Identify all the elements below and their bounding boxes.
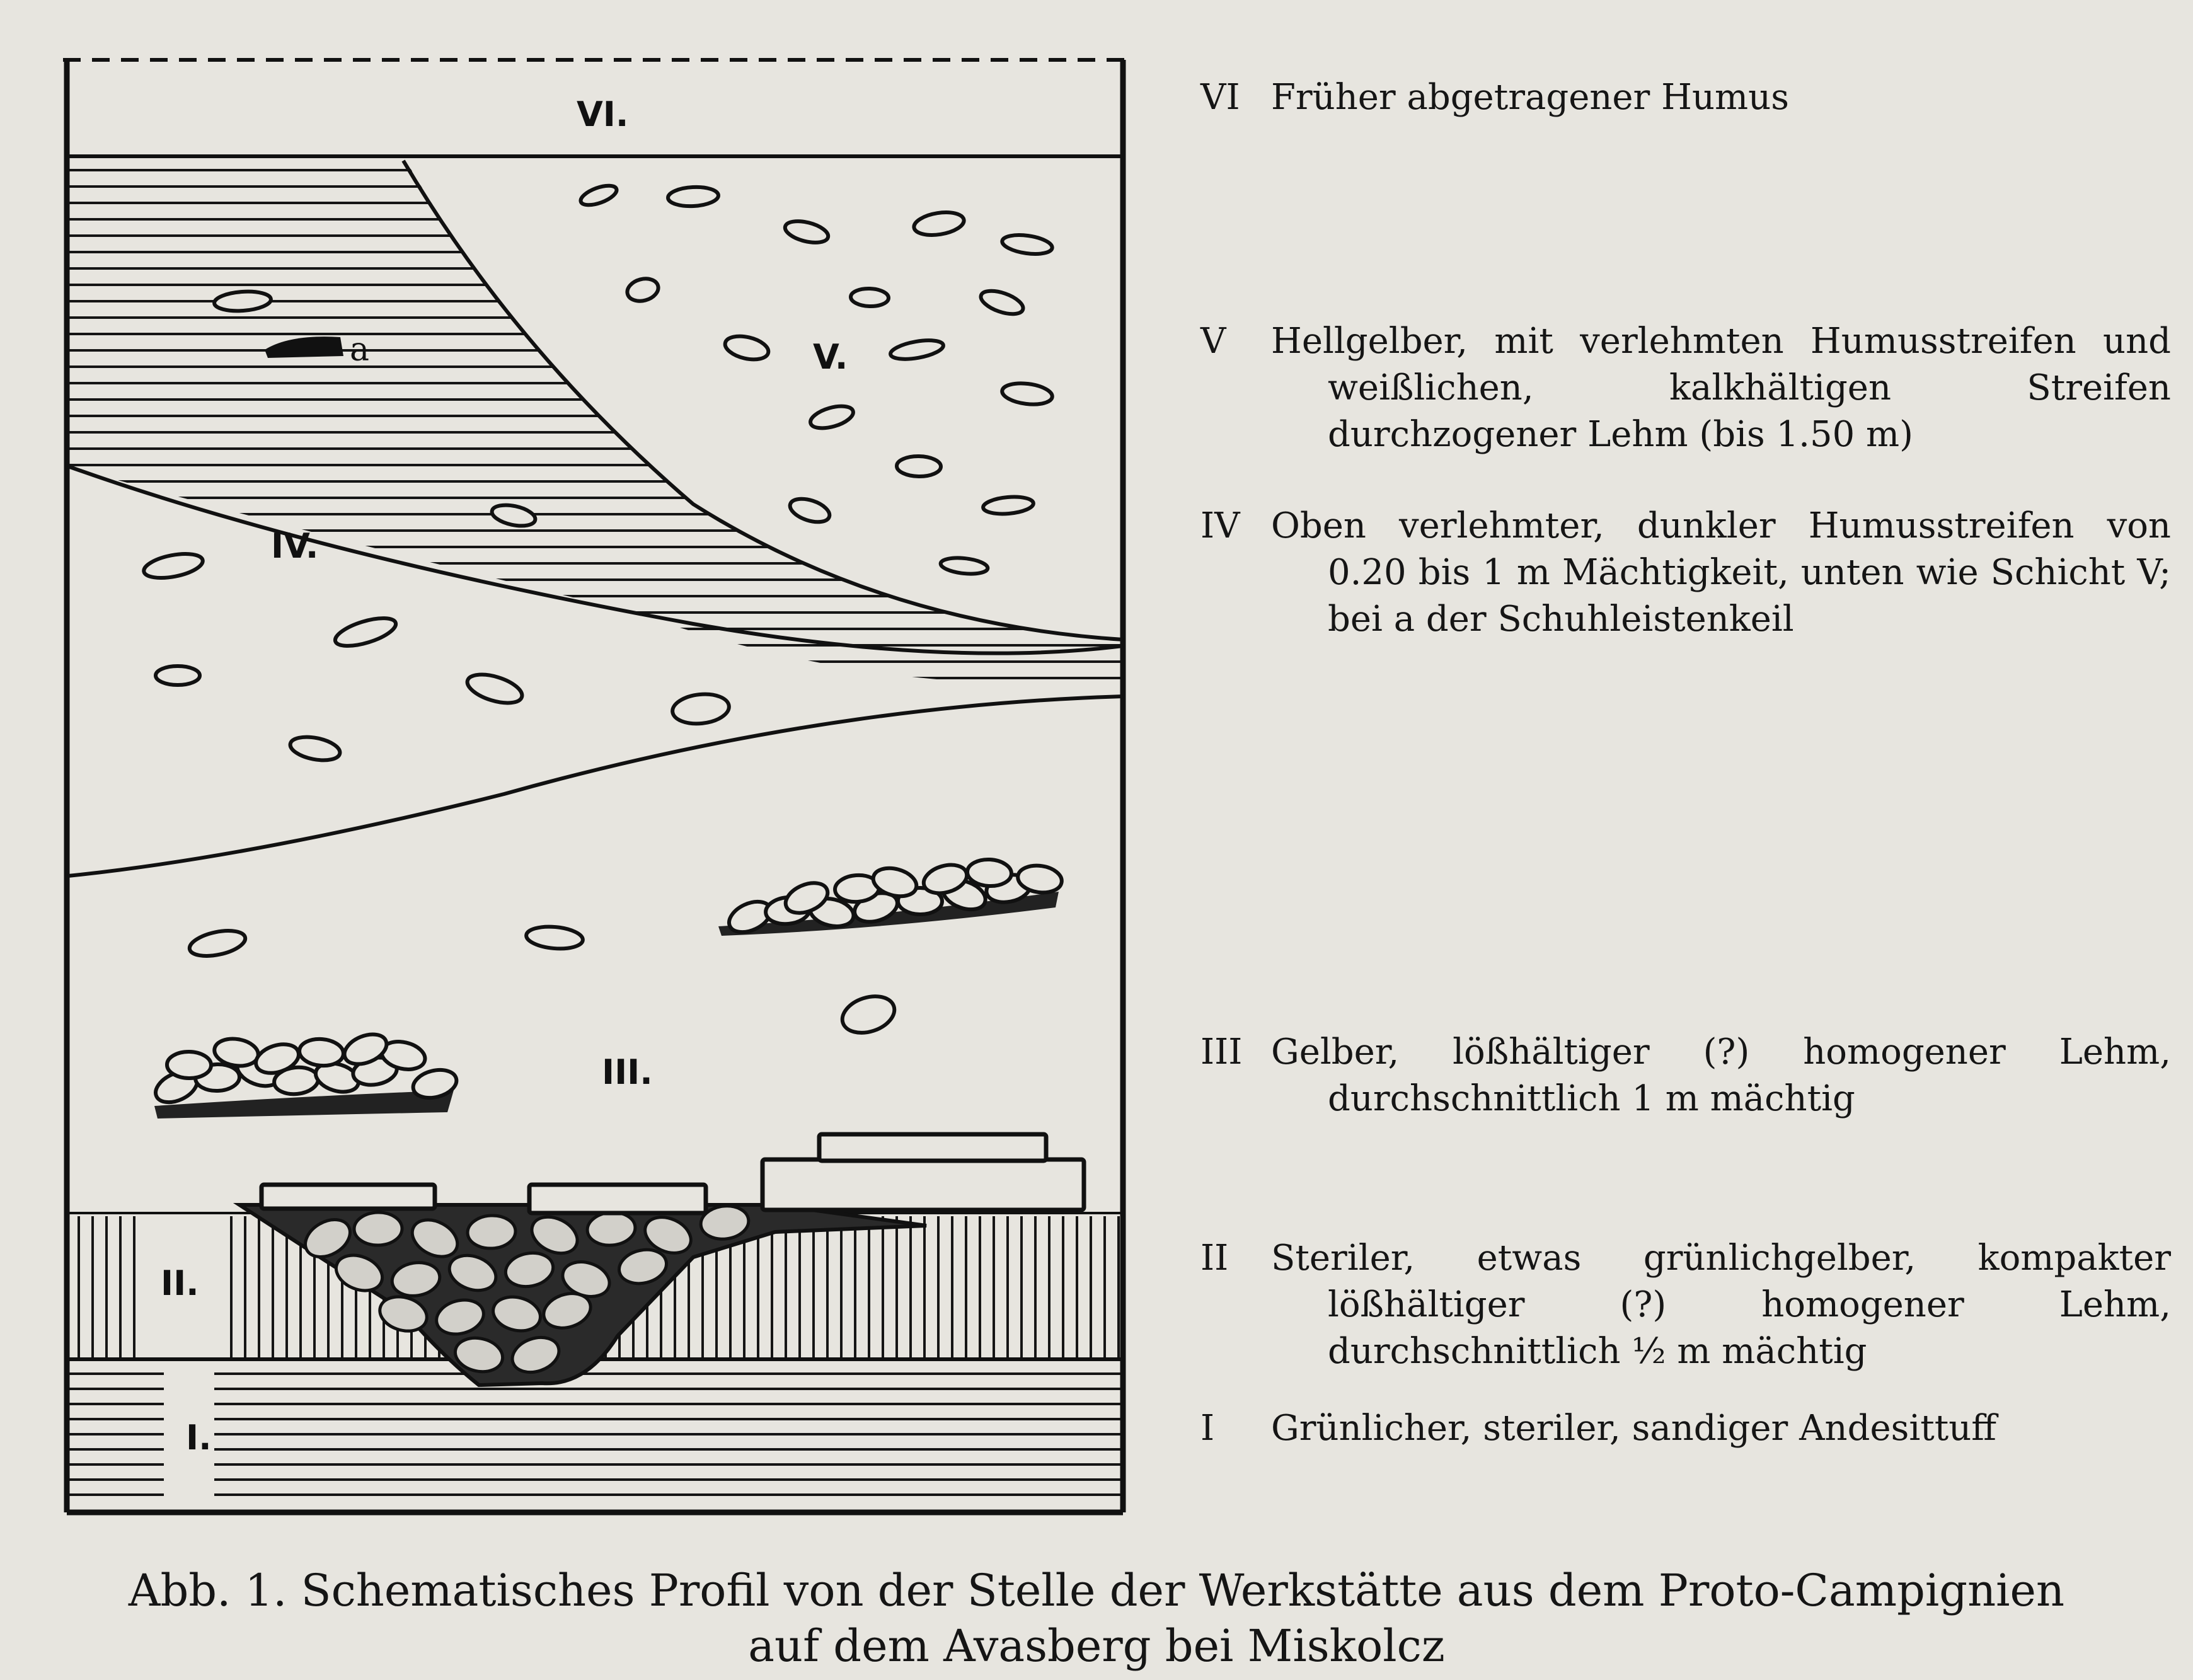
legend-number: I bbox=[1200, 1408, 1215, 1449]
pebble bbox=[808, 402, 856, 432]
pebble bbox=[783, 217, 830, 246]
pebble bbox=[490, 502, 538, 529]
pebble bbox=[156, 666, 200, 685]
pebble bbox=[625, 275, 660, 304]
pebble bbox=[578, 181, 619, 209]
layer-label-iii: III. bbox=[602, 1052, 653, 1092]
figure-caption bbox=[38, 1563, 2155, 1674]
layer-label-v: V. bbox=[813, 337, 848, 377]
pebble bbox=[889, 337, 945, 362]
legend-item-iv bbox=[1200, 503, 2171, 643]
pebble bbox=[142, 549, 205, 582]
pebble bbox=[940, 556, 988, 576]
layer-label-vi: VI. bbox=[577, 95, 629, 134]
caption-line-1: Abb. 1. Schematisches Profil von der Stelle der Werkstätte aus dem Proto-Campignien bbox=[128, 1565, 2065, 1616]
layer-iv-hatching bbox=[68, 170, 1122, 678]
pebble bbox=[288, 734, 342, 764]
pebble bbox=[332, 613, 399, 652]
legend-text: Hellgelber, mit verlehmten Humusstreifen und weißlichen, kalkhältigen Streifen durchzogener Lehm (bis 1.50 m) bbox=[1271, 321, 2171, 455]
pebble bbox=[723, 333, 771, 364]
pebble bbox=[167, 1051, 212, 1078]
legend-text: Gelber, lößhältiger (?) homogener Lehm, durchschnittlich 1 m mächtig bbox=[1271, 1032, 2171, 1119]
caption-line-2: auf dem Avasberg bei Miskolcz bbox=[748, 1620, 1445, 1672]
stone-cluster-right bbox=[718, 858, 1064, 938]
pebble bbox=[912, 209, 965, 238]
pebble bbox=[837, 990, 899, 1039]
legend-number: VI bbox=[1200, 77, 1240, 118]
marker-a-label: a bbox=[350, 331, 370, 369]
pebble bbox=[1001, 233, 1053, 257]
pebble bbox=[787, 495, 832, 527]
layer-label-i: I. bbox=[186, 1418, 212, 1458]
pebble bbox=[671, 691, 730, 726]
pebble bbox=[298, 1037, 344, 1067]
legend-text: Grünlicher, steriler, sandiger Andesittuff bbox=[1271, 1408, 1997, 1449]
legend-number: V bbox=[1200, 321, 1226, 362]
pit-stone bbox=[354, 1212, 403, 1245]
legend-text: Steriler, etwas grünlichgelber, kompakter lößhältiger (?) homogener Lehm, durchschnittlich ½ m mächtig bbox=[1271, 1238, 2171, 1372]
pebble bbox=[187, 926, 248, 960]
pebble bbox=[851, 288, 889, 307]
pebble bbox=[982, 495, 1034, 516]
pebble bbox=[667, 186, 718, 207]
legend-item-iii bbox=[1200, 1029, 2171, 1122]
legend-number: III bbox=[1200, 1032, 1243, 1073]
legend-item-vi bbox=[1200, 74, 2171, 121]
shoe-last-wedge-marker bbox=[265, 337, 343, 358]
pebble bbox=[214, 290, 272, 313]
layer-iv-base-curve bbox=[68, 696, 1123, 876]
legend-text: Früher abgetragener Humus bbox=[1271, 77, 1789, 118]
slab-blocks bbox=[262, 1134, 1084, 1213]
pebble bbox=[410, 1066, 459, 1102]
legend-item-i bbox=[1200, 1405, 2171, 1452]
pebble bbox=[978, 286, 1026, 318]
pebble bbox=[967, 858, 1012, 887]
layer-label-ii: II. bbox=[161, 1263, 199, 1303]
legend-number: IV bbox=[1200, 505, 1240, 546]
pebble bbox=[897, 456, 941, 476]
legend-item-ii bbox=[1200, 1235, 2171, 1375]
pit-stone bbox=[467, 1214, 517, 1250]
legend-number: II bbox=[1200, 1238, 1229, 1279]
layer-label-iv: IV. bbox=[271, 526, 319, 566]
layer-i-hatching bbox=[68, 1374, 1122, 1495]
pebble bbox=[464, 669, 525, 709]
pebble bbox=[1001, 381, 1053, 407]
legend-item-v bbox=[1200, 318, 2171, 458]
legend-text: Oben verlehmter, dunkler Humusstreifen von 0.20 bis 1 m Mächtigkeit, unten wie Schicht V; bei a der Schuhleistenkeil bbox=[1271, 505, 2171, 640]
pebble bbox=[526, 924, 584, 951]
stone-cluster-left bbox=[151, 1028, 459, 1119]
